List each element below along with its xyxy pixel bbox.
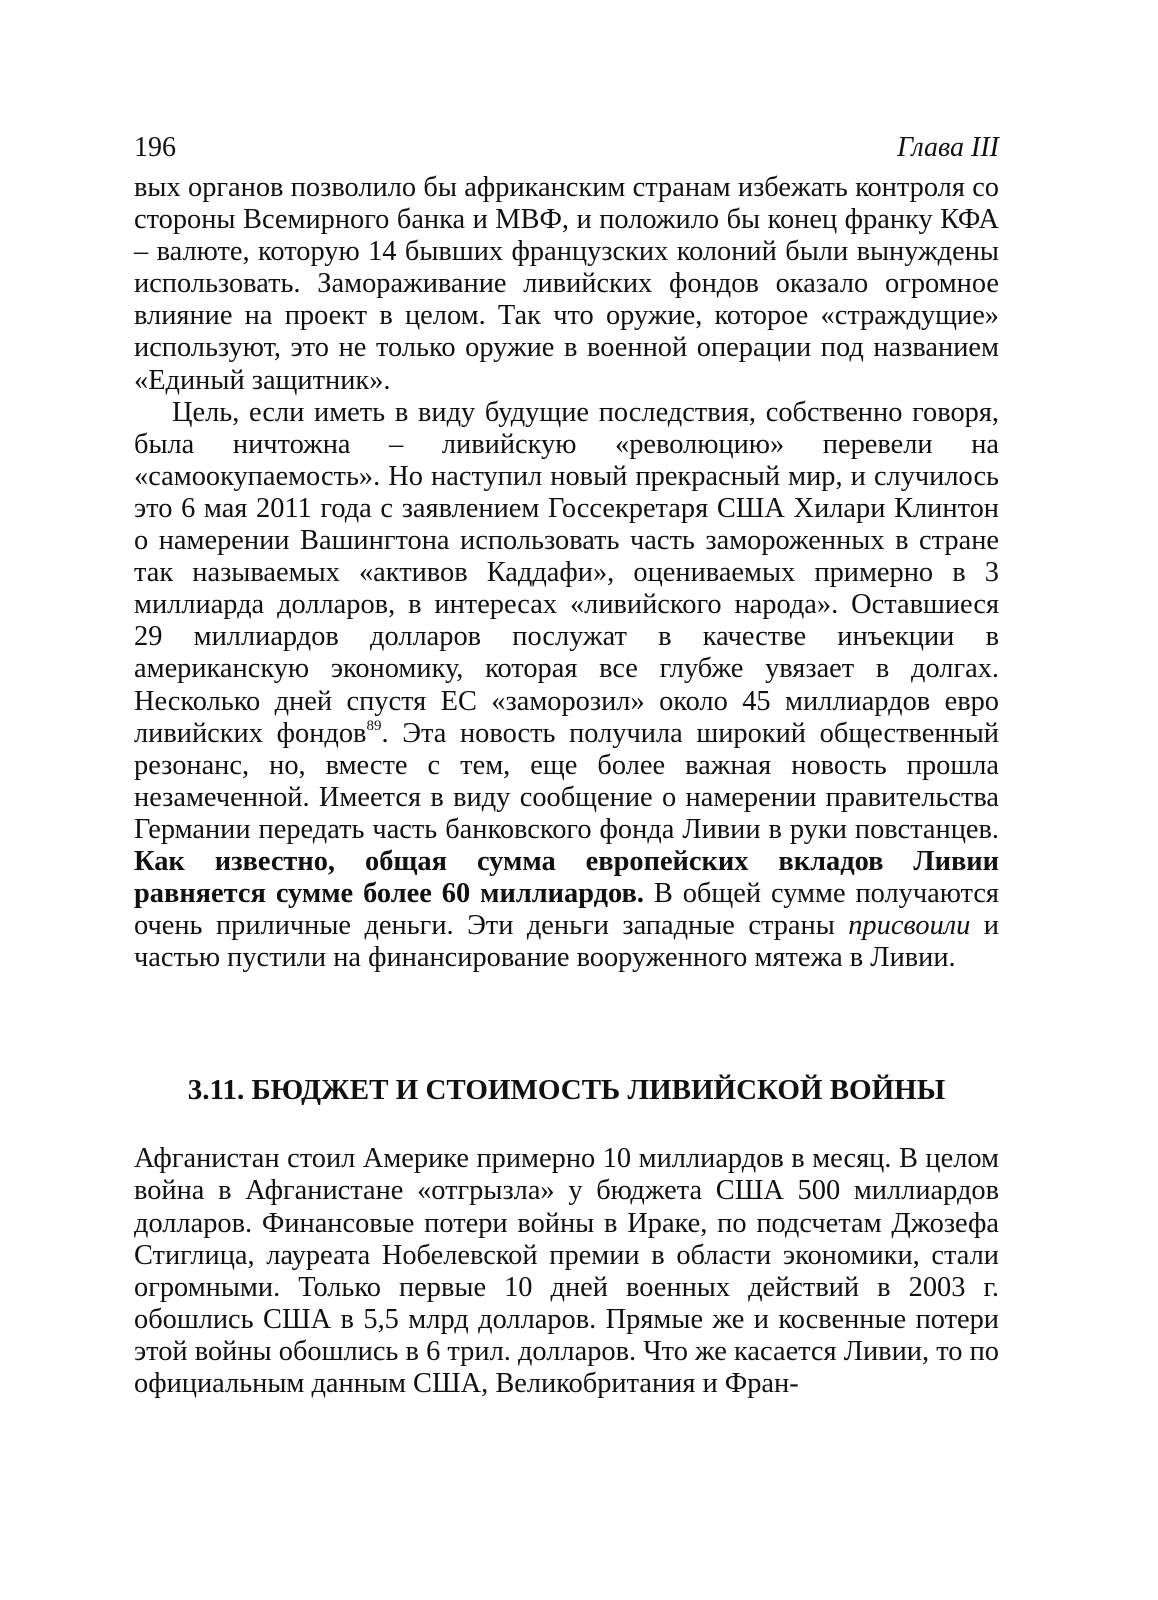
paragraph-2-text-c: В общей сумме получаются очень приличные деньги. Эти деньги западные страны xyxy=(134,878,999,942)
bold-statement: Как известно, общая сумма европейских вкладов Ливии равняется сумме более 60 миллиардов. xyxy=(134,845,999,910)
paragraph-2-text-b: . Эта новость получила широкий общественный резонанс, но, вместе с тем, еще более важная новость прошла незамеченной. Имеется в виду сообщение о намерении правительства Германии передать часть банковского фонда Ливии в руки повстанцев. xyxy=(134,717,999,845)
paragraph-2-text-d: и частью пустили на финансирование вооруженного мятежа в Ливии. xyxy=(134,910,999,974)
footnote-reference: 89 xyxy=(366,717,382,734)
section-heading xyxy=(134,1070,999,1143)
italic-emphasis: присвоили xyxy=(848,910,971,942)
section-number: 3.11. xyxy=(187,1074,245,1107)
book-page xyxy=(134,128,999,1400)
page-number: 196 xyxy=(134,132,176,163)
paragraph-2-text-a: Цель, если иметь в виду будущие последствия, собственно говоря, была ничтожна – ливийскую «революцию» перевели на «самоокупаемость». Но наступил новый прекрасный мир, и случилось это 6 мая 2011 года с заявлением Госсекретаря США Хилари Клинтон о намерении Вашингтона использовать часть замороженных в стране так называемых «активов Каддафи», оцениваемых примерно в 3 миллиарда долларов, в интересах «ливийского народа». Оставшиеся 29 миллиардов долларов послужат в качестве инъекции в американскую экономику, которая все глубже увязает в долгах. Несколько дней спустя ЕС «заморозил» около 45 миллиардов евро ливийских фондов xyxy=(134,396,999,749)
running-head xyxy=(134,128,999,172)
section-title: БЮДЖЕТ И СТОИМОСТЬ ЛИВИЙСКОЙ ВОЙНЫ xyxy=(251,1074,946,1107)
body-text xyxy=(134,172,999,974)
paragraph-1: вых органов позволило бы африканским странам избежать контроля со стороны Всемирного банка и МВФ, и положило бы конец франку КФА – валюте, которую 14 бывших французских колоний были вынуждены использовать. Замораживание ливийских фондов оказало огромное влияние на проект в целом. Так что оружие, которое «страждущие» используют, это не только оружие в военной операции под названием «Единый защитник». xyxy=(134,172,999,396)
body-text-section xyxy=(134,1143,999,1400)
paragraph-3: Афганистан стоил Америке примерно 10 миллиардов в месяц. В целом война в Афганистане «отгрызла» у бюджета США 500 миллиардов долларов. Финансовые потери войны в Ираке, по подсчетам Джозефа Стиглица, лауреата Нобелевской премии в области экономики, стали огромными. Только первые 10 дней военных действий в 2003 г. обошлись США в 5,5 млрд долларов. Прямые же и косвенные потери этой войны обошлись в 6 трил. долларов. Что же касается Ливии, то по официальным данным США, Великобритания и Фран- xyxy=(134,1143,999,1399)
paragraph-2 xyxy=(134,397,999,975)
chapter-title: Глава III xyxy=(897,132,999,163)
